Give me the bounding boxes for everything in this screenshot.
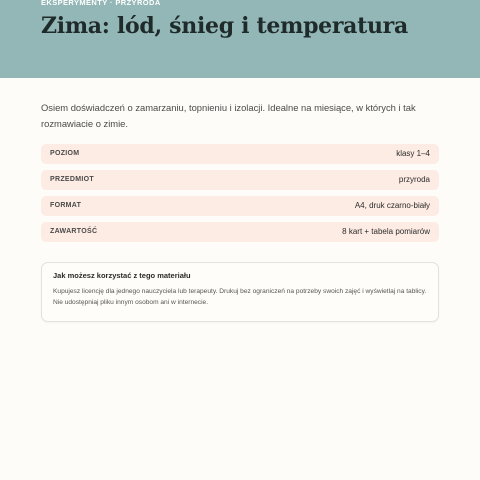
detail-value: A4, druk czarno-biały: [354, 201, 430, 210]
license-body: Kupujesz licencję dla jednego nauczyciela lub terapeuty. Drukuj bez ograniczeń na potrzeby swoich zajęć i wyświetlaj na tablicy. Nie udostępniaj pliku innym osobom ani w internecie.: [53, 288, 427, 306]
detail-row-level: [41, 144, 439, 164]
license-title: Jak możesz korzystać z tego materiału: [53, 271, 191, 280]
detail-value: klasy 1–4: [396, 149, 430, 158]
detail-label: ZAWARTOŚĆ: [50, 228, 98, 235]
detail-row-subject: [41, 170, 439, 190]
detail-label: FORMAT: [50, 202, 82, 209]
detail-label: POZIOM: [50, 150, 80, 157]
details-list: [41, 144, 439, 248]
intro-text: Osiem doświadczeń o zamarzaniu, topnieniu i izolacji. Idealne na miesiące, w których i tak rozmawiacie o zimie.: [41, 102, 416, 129]
detail-label: PRZEDMIOT: [50, 176, 94, 183]
category-kicker: EKSPERYMENTY · PRZYRODA: [41, 0, 161, 7]
detail-row-contents: [41, 222, 439, 242]
page-header: [0, 0, 480, 78]
detail-row-format: [41, 196, 439, 216]
detail-value: 8 kart + tabela pomiarów: [342, 227, 430, 236]
page-title: Zima: lód, śnieg i temperatura: [41, 13, 408, 39]
license-card: [41, 262, 439, 322]
detail-value: przyroda: [398, 175, 430, 184]
